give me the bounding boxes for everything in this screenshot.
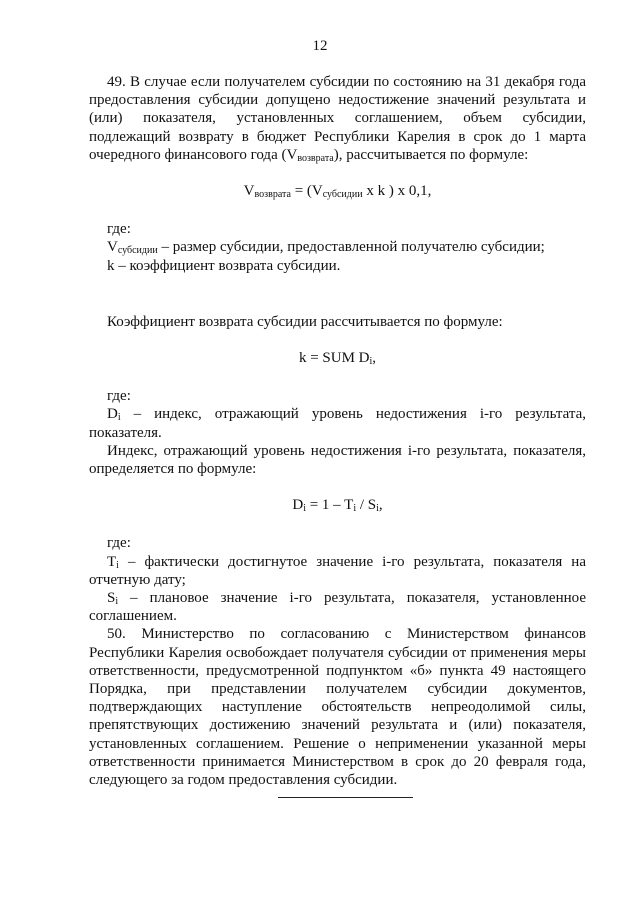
def-v-sub: субсидии	[117, 245, 158, 257]
where-label-2: где:	[107, 388, 131, 405]
formula-d-mid2: / S	[356, 497, 377, 514]
formula-s-sub: i	[376, 503, 379, 515]
def-s-text: – плановое значение i-го результата, показателя, установленное соглашением.	[89, 590, 586, 625]
formula-v: V	[243, 183, 255, 200]
definition-v-subsidy	[89, 238, 586, 256]
def-v: V	[107, 239, 118, 256]
formula-d-end: ,	[378, 497, 383, 514]
formula-mid: = (V	[290, 183, 323, 200]
p49-subscript: возврата	[297, 152, 334, 164]
formula-d-mid1: = 1 – T	[305, 497, 354, 514]
footer-rule	[278, 797, 413, 798]
paragraph-50: 50. Министерство по согласованию с Министерством финансов Республики Карелия освобождает получателя субсидии от применения меры ответственности, предусмотренной подпунктом «б» пункта 49 настоящего Порядка, при представлении получателем субсидии документов, подтверждающих наступление обстоятельств непреодолимой силы, препятствующих достижению значений результата и (или) показателя, установленных соглашением. Решение о неприменении указанной меры ответственности принимается Министерством в срок до 20 февраля года, следующего за годом предоставления субсидии.	[89, 626, 586, 789]
def-v-text: – размер субсидии, предоставленной получателю субсидии;	[157, 239, 545, 256]
formula-sub-refund: возврата	[254, 189, 291, 201]
p49-text-end: ), рассчитывается по формуле:	[333, 146, 529, 163]
def-t-text: – фактически достигнутое значение i-го результата, показателя на отчетную дату;	[89, 553, 586, 588]
formula-k-sub: i	[369, 356, 373, 368]
formula-d-sub: i	[303, 503, 306, 515]
def-d-text: – индекс, отражающий уровень недостижения i-го результата, показателя.	[89, 406, 586, 441]
definition-k: k – коэффициент возврата субсидии.	[107, 257, 341, 274]
coefficient-intro: Коэффициент возврата субсидии рассчитывается по формуле:	[107, 313, 503, 330]
where-label-1: где:	[107, 221, 131, 238]
formula-refund	[89, 182, 586, 200]
definition-d	[89, 405, 586, 441]
formula-k-text: k = SUM D	[298, 350, 370, 367]
def-s: S	[107, 590, 116, 607]
formula-k-end: ,	[372, 350, 377, 367]
formula-sub-subsidy: субсидии	[322, 189, 363, 201]
paragraph-49	[89, 73, 586, 164]
formula-d	[89, 496, 586, 514]
formula-d-letter: D	[292, 497, 304, 514]
index-intro: Индекс, отражающий уровень недостижения i-го результата, показателя, определяется по формуле:	[89, 442, 586, 478]
def-t-sub: i	[116, 559, 119, 571]
formula-t-sub: i	[353, 503, 357, 515]
document-body	[89, 73, 586, 789]
formula-end: x k ) x 0,1,	[362, 183, 432, 200]
page-number: 12	[312, 38, 328, 54]
definition-s	[89, 589, 586, 625]
def-d: D	[107, 406, 118, 423]
formula-k	[89, 349, 586, 367]
def-t: T	[107, 553, 117, 570]
definition-t	[89, 553, 586, 589]
def-d-sub: i	[117, 412, 121, 424]
where-label-3: где:	[107, 535, 131, 552]
p49-text: 49. В случае если получателем субсидии по состоянию на 31 декабря года предоставления субсидии допущено недостижение значений результата и (или) показателя, установленных соглашением, объем субсидии, подлежащий возврату в бюджет Республики Карелия в срок до 1 марта очередного финансового года (V	[89, 74, 586, 163]
def-s-sub: i	[115, 596, 119, 608]
